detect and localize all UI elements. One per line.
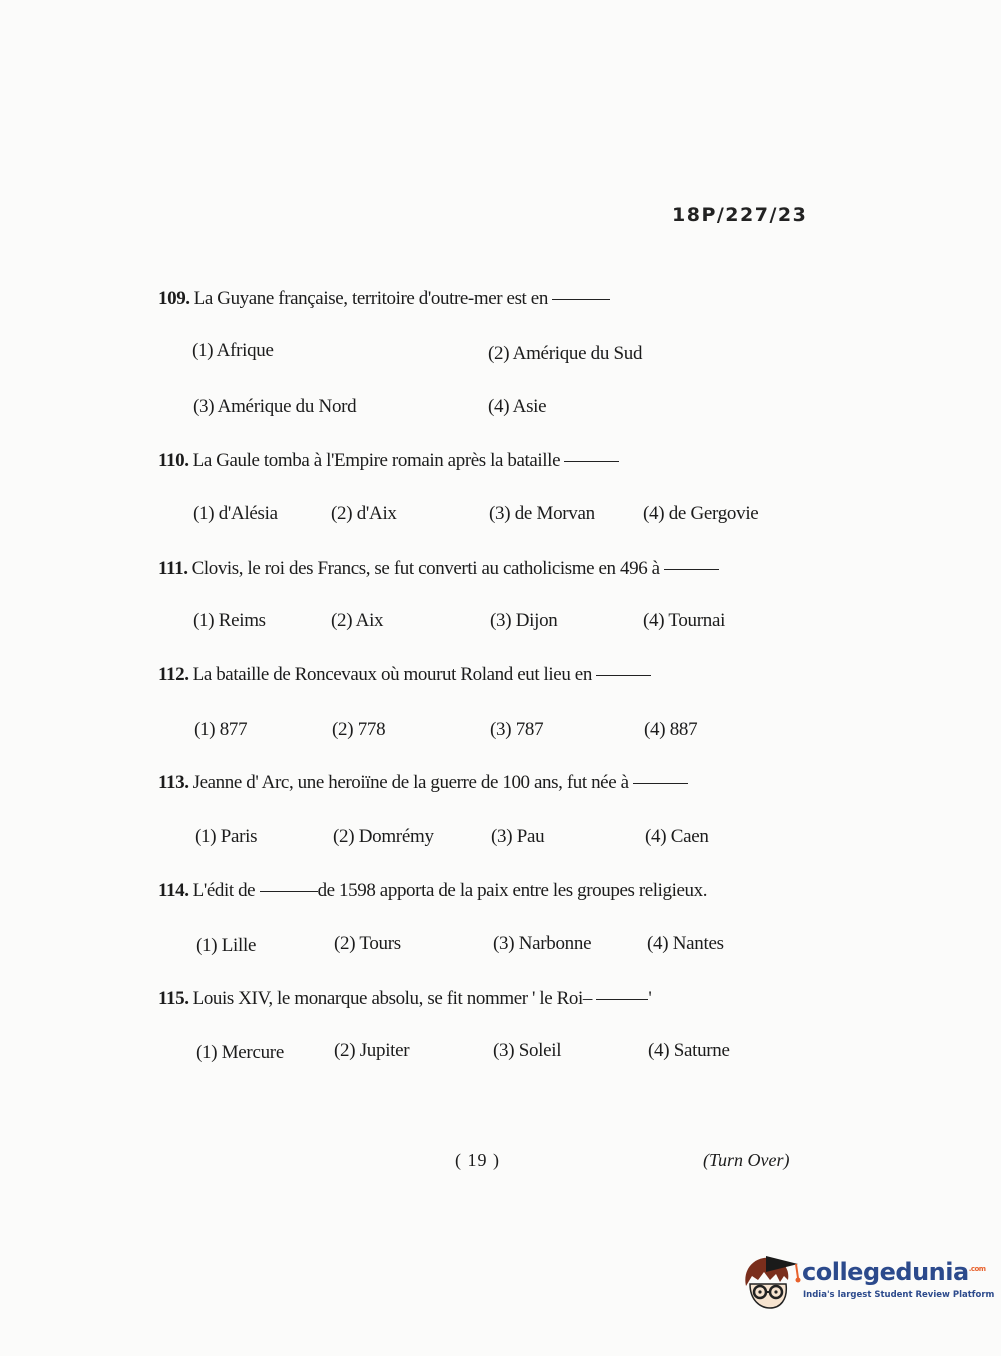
question-110 [158,450,619,472]
question-number: 113. [158,772,189,793]
option-1: (1) Afrique [192,340,274,361]
option-2: (2) Amérique du Sud [488,343,643,364]
option-4: (4) Tournai [643,610,726,631]
option-3: (3) Pau [491,826,545,847]
option-1: (1) Reims [193,610,266,631]
option-3: (3) Narbonne [493,933,592,954]
question-text-continued: de 1598 apporta de la paix entre les groupes religieux. [317,880,708,901]
question-113 [158,772,688,794]
question-number: 114. [158,880,189,901]
option-2: (2) Aix [331,610,384,631]
option-1: (1) d'Alésia [193,503,278,524]
question-text: Louis XIV, le monarque absolu, se fit nommer ' le Roi– [192,988,593,1009]
question-114 [158,880,707,902]
paper-code: 18P/227/23 [672,204,808,226]
question-text: Jeanne d' Arc, une heroiïne de la guerre de 100 ans, fut née à [192,772,629,793]
option-3: (3) de Morvan [489,503,595,524]
option-1: (1) Mercure [196,1042,284,1063]
answer-blank [596,675,651,676]
question-112 [158,664,651,686]
question-109 [158,288,610,310]
answer-blank [664,569,719,570]
question-text-continued: ' [648,988,652,1009]
logo-suffix: .com [968,1265,986,1273]
question-text: La Gaule tomba à l'Empire romain après la bataille [192,450,561,471]
question-text: La Guyane française, territoire d'outre-mer est en [193,288,548,309]
question-text: L'édit de [192,880,256,901]
option-2: (2) Tours [334,933,401,954]
option-2: (2) 778 [332,719,386,740]
option-1: (1) Paris [195,826,258,847]
question-number: 110. [158,450,189,471]
question-text: Clovis, le roi des Francs, se fut converti au catholicisme en 496 à [191,558,660,579]
question-number: 109. [158,288,190,309]
answer-blank [633,783,688,784]
question-number: 112. [158,664,189,685]
option-3: (3) 787 [490,719,544,740]
page-number: ( 19 ) [455,1150,500,1170]
option-4: (4) Nantes [647,933,724,954]
question-number: 111. [158,558,188,579]
option-2: (2) d'Aix [331,503,397,524]
question-number: 115. [158,988,189,1009]
question-115 [158,988,651,1010]
question-111 [158,558,719,580]
question-text: La bataille de Roncevaux où mourut Roland eut lieu en [192,664,592,685]
option-4: (4) de Gergovie [643,503,759,524]
collegedunia-logo [740,1250,995,1314]
answer-blank [596,999,648,1000]
option-3: (3) Amérique du Nord [193,396,357,417]
option-3: (3) Soleil [493,1040,562,1061]
option-1: (1) 877 [194,719,248,740]
answer-blank [552,299,610,300]
option-4: (4) Asie [488,396,547,417]
option-4: (4) 887 [644,719,698,740]
option-2: (2) Jupiter [334,1040,410,1061]
option-3: (3) Dijon [490,610,558,631]
logo-name-text: collegedunia [802,1258,969,1286]
option-4: (4) Caen [645,826,709,847]
logo-wordmark [802,1258,986,1286]
mascot-icon [740,1250,802,1314]
option-1: (1) Lille [196,935,257,956]
logo-tagline: India's largest Student Review Platform [803,1290,995,1300]
answer-blank [564,461,619,462]
option-4: (4) Saturne [648,1040,730,1061]
turn-over-label: (Turn Over) [703,1150,790,1170]
answer-blank [260,891,318,892]
option-2: (2) Domrémy [333,826,434,847]
